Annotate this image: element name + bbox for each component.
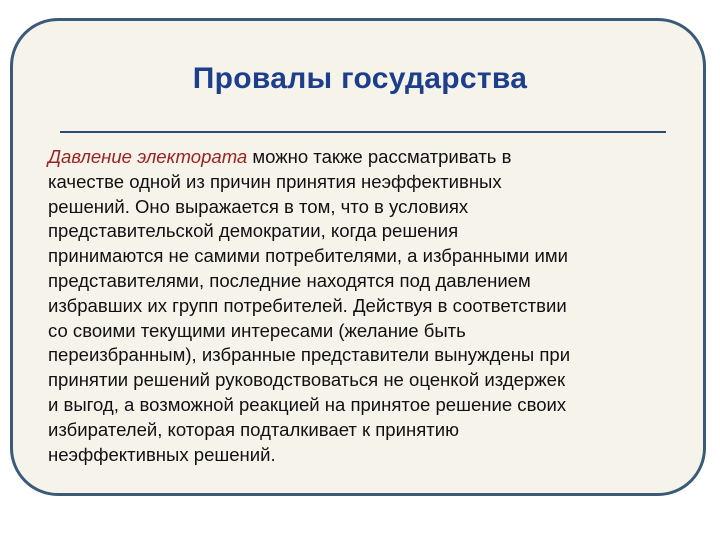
- body-line: [48, 145, 718, 170]
- body-line: неэффективных решений.: [48, 443, 276, 465]
- body-line: качестве одной из причин принятия неэффективных: [48, 170, 502, 192]
- highlighted-term: Давление электората: [48, 146, 248, 167]
- body-line: со своими текущими интересами (желание быть: [48, 319, 466, 341]
- body-line: принятии решений руководствоваться не оценкой издержек: [48, 369, 566, 391]
- body-line: представителями, последние находятся под давлением: [48, 269, 531, 291]
- body-line: представительской демократии, когда решения: [48, 220, 459, 242]
- body-line: избравших их групп потребителей. Действуя в соответствии: [48, 294, 567, 316]
- slide-title: Провалы государства: [192, 62, 528, 95]
- body-line: избирателей, которая подталкивает к принятию: [48, 418, 459, 440]
- title-divider: [60, 131, 666, 133]
- body-line: принимаются не самими потребителями, а избранными ими: [48, 245, 568, 267]
- slide-body: [48, 145, 718, 467]
- body-line: и выгод, а возможной реакцией на принятое решение своих: [48, 393, 567, 415]
- body-line-rest: можно также рассматривать в: [247, 146, 512, 167]
- body-line: решений. Оно выражается в том, что в условиях: [48, 195, 469, 217]
- body-line: переизбранным), избранные представители вынуждены при: [48, 344, 571, 366]
